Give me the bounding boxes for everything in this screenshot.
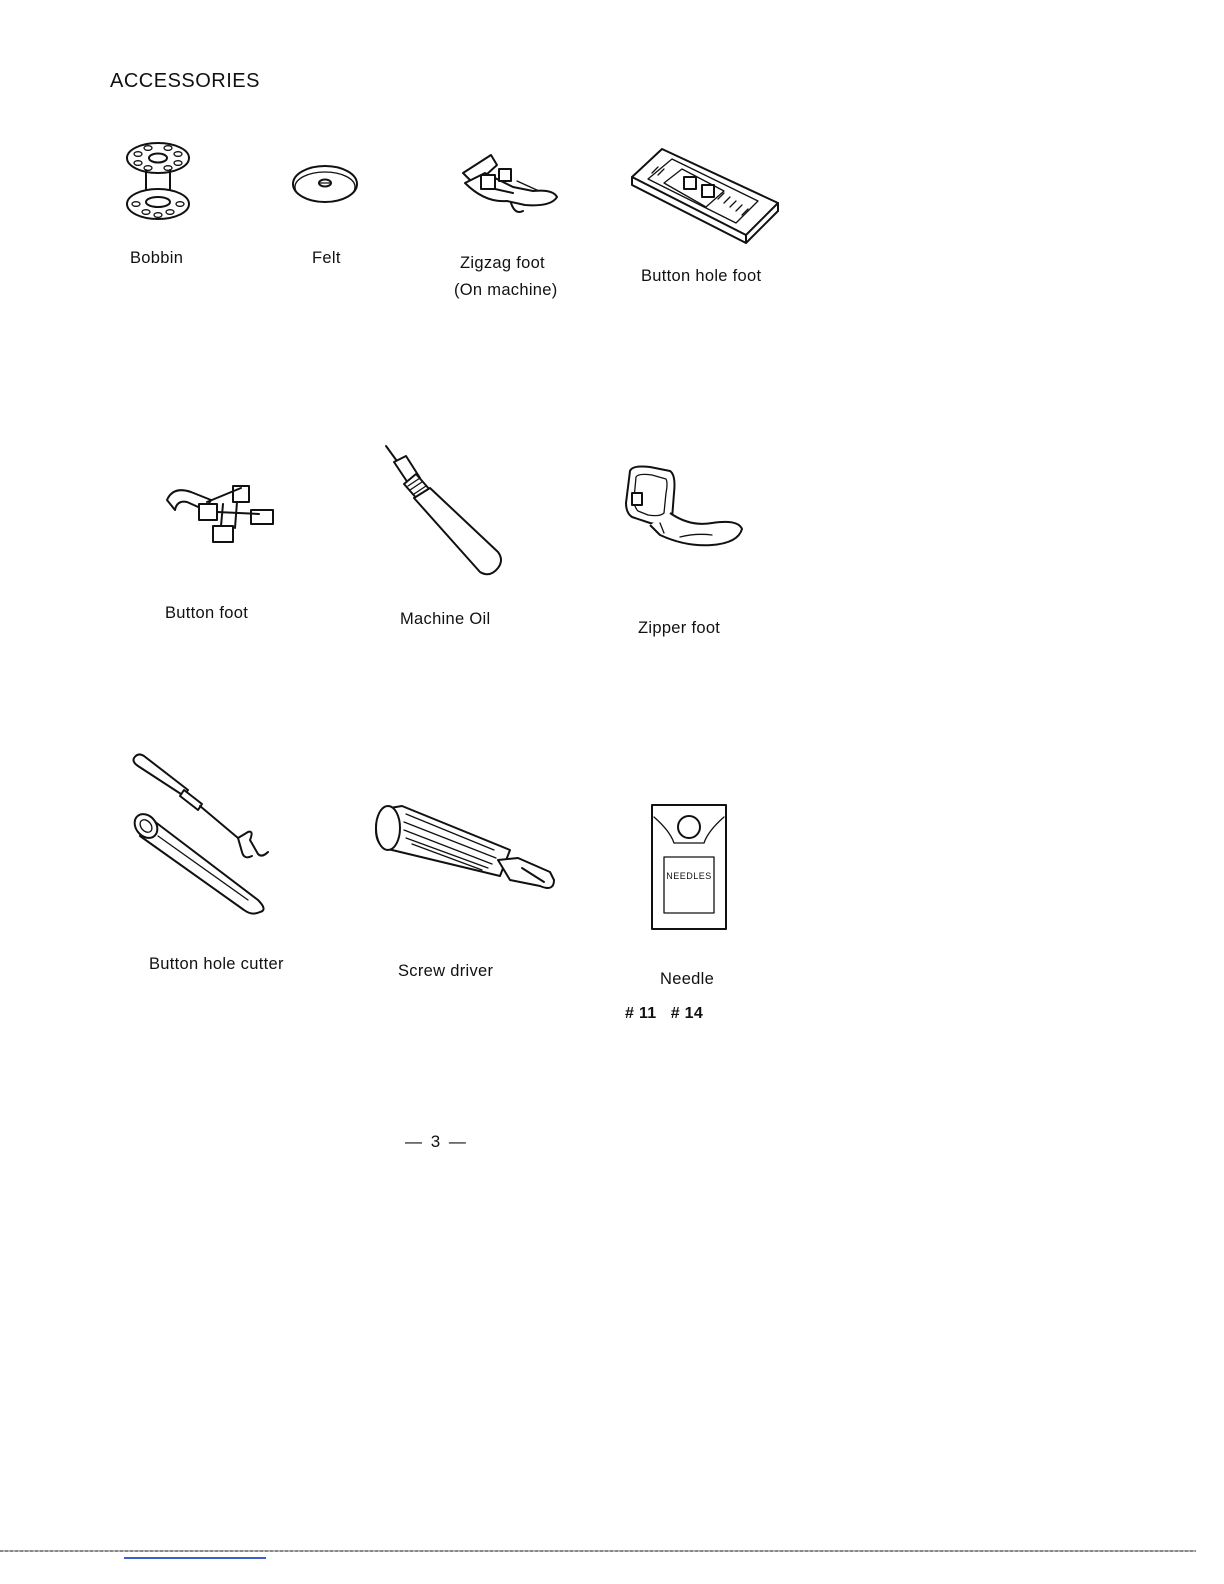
zigzag-foot-icon — [455, 145, 560, 220]
machine-oil-label: Machine Oil — [400, 610, 491, 628]
needle-sizes: # 11 # 14 — [625, 1005, 704, 1022]
zigzag-foot-label — [454, 254, 558, 300]
button-foot-label: Button foot — [165, 604, 249, 622]
page-number: — 3 — — [405, 1132, 468, 1151]
footer-rule — [0, 1550, 1196, 1552]
zigzag-foot-note: (On machine) — [454, 281, 558, 299]
felt-label: Felt — [312, 249, 341, 267]
screw-driver-icon — [372, 800, 560, 896]
zipper-foot-icon — [620, 463, 745, 551]
button-hole-foot-icon — [628, 143, 780, 243]
machine-oil-icon — [380, 442, 515, 580]
page-heading: ACCESSORIES — [110, 70, 260, 92]
button-hole-foot-label: Button hole foot — [641, 267, 762, 285]
zigzag-foot-name: Zigzag foot — [460, 254, 545, 272]
button-hole-cutter-icon — [130, 750, 278, 915]
bobbin-label: Bobbin — [130, 249, 184, 267]
needle-label: Needle — [660, 970, 715, 988]
screw-driver-label: Screw driver — [398, 962, 494, 980]
needle-pack-icon — [650, 803, 728, 931]
zipper-foot-label: Zipper foot — [638, 619, 721, 637]
needle-pack-text: NEEDLES — [666, 871, 712, 881]
bobbin-icon — [122, 140, 194, 222]
footer-link-underline — [124, 1557, 266, 1559]
button-foot-icon — [163, 480, 281, 550]
felt-icon — [290, 162, 360, 206]
button-hole-cutter-label: Button hole cutter — [149, 955, 284, 973]
